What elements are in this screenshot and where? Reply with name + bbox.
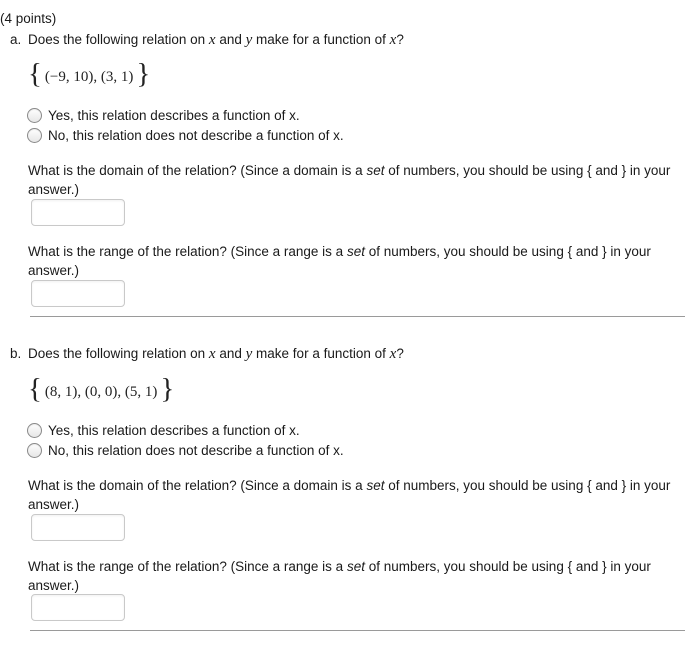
prompt-text: What is the domain of the relation? (Since a domain is a [28, 478, 367, 493]
question-b-var-y: y [245, 346, 253, 362]
prompt-text: What is the domain of the relation? (Since a domain is a [28, 163, 367, 178]
question-a-set-pairs: (−9, 10), (3, 1) [44, 69, 134, 85]
question-b-prefix: Does the following relation on [28, 346, 206, 361]
question-a-mid: make for a function of [256, 32, 386, 47]
question-a-domain-prompt [28, 161, 688, 199]
question-b-var-x2: x [389, 346, 397, 362]
question-b-mid: make for a function of [256, 346, 386, 361]
option-label: No, this relation does not describe a function of x. [48, 443, 344, 458]
set-open-brace: { [28, 58, 42, 90]
prompt-emphasis: set [346, 244, 365, 259]
question-a-option-no[interactable] [27, 128, 344, 143]
option-label: Yes, this relation describes a function of x. [48, 423, 300, 438]
question-a-range-prompt [28, 242, 688, 280]
question-b-and: and [219, 346, 242, 361]
prompt-text: What is the range of the relation? (Since a range is a [28, 244, 347, 259]
question-a-letter: a. [10, 32, 22, 47]
question-b-var-x: x [208, 346, 216, 362]
question-a-var-x2: x [389, 32, 397, 48]
question-b-domain-input[interactable] [31, 514, 125, 541]
prompt-text: What is the range of the relation? (Since a range is a [28, 559, 347, 574]
prompt-emphasis: set [366, 163, 385, 178]
question-a-set [28, 58, 151, 91]
question-a-prefix: Does the following relation on [28, 32, 206, 47]
set-close-brace: } [136, 58, 151, 90]
question-b-option-no[interactable] [27, 443, 344, 458]
prompt-text: of numbers, you should be using { and } in your answer.) [28, 559, 651, 593]
prompt-emphasis: set [346, 559, 365, 574]
question-a-domain-input[interactable] [31, 199, 125, 226]
option-label: No, this relation does not describe a function of x. [48, 128, 344, 143]
question-a-var-x: x [208, 32, 216, 48]
question-a-var-y: y [245, 32, 253, 48]
radio-button-icon[interactable] [27, 443, 42, 458]
question-b-end: ? [396, 346, 404, 361]
set-open-brace: { [28, 373, 42, 405]
question-b-range-prompt [28, 557, 688, 595]
section-divider [30, 316, 685, 317]
question-a-and: and [219, 32, 242, 47]
points-label: (4 points) [0, 11, 57, 26]
prompt-text: of numbers, you should be using { and } in your answer.) [28, 478, 671, 512]
radio-button-icon[interactable] [27, 423, 42, 438]
set-close-brace: } [160, 373, 175, 405]
question-b-set [28, 373, 175, 406]
prompt-text: of numbers, you should be using { and } in your answer.) [28, 163, 671, 197]
question-a-end: ? [396, 32, 404, 47]
question-b-title [10, 346, 404, 363]
question-b-option-yes[interactable] [27, 423, 300, 438]
option-label: Yes, this relation describes a function of x. [48, 108, 300, 123]
section-divider [30, 630, 685, 631]
question-b-domain-prompt [28, 476, 688, 514]
question-a-option-yes[interactable] [27, 108, 300, 123]
prompt-emphasis: set [366, 478, 385, 493]
question-a-range-input[interactable] [31, 280, 125, 307]
question-b-range-input[interactable] [31, 594, 125, 621]
question-b-set-pairs: (8, 1), (0, 0), (5, 1) [44, 384, 158, 400]
question-a-title [10, 32, 404, 49]
radio-button-icon[interactable] [27, 128, 42, 143]
question-b-letter: b. [10, 346, 22, 361]
radio-button-icon[interactable] [27, 108, 42, 123]
prompt-text: of numbers, you should be using { and } in your answer.) [28, 244, 651, 278]
